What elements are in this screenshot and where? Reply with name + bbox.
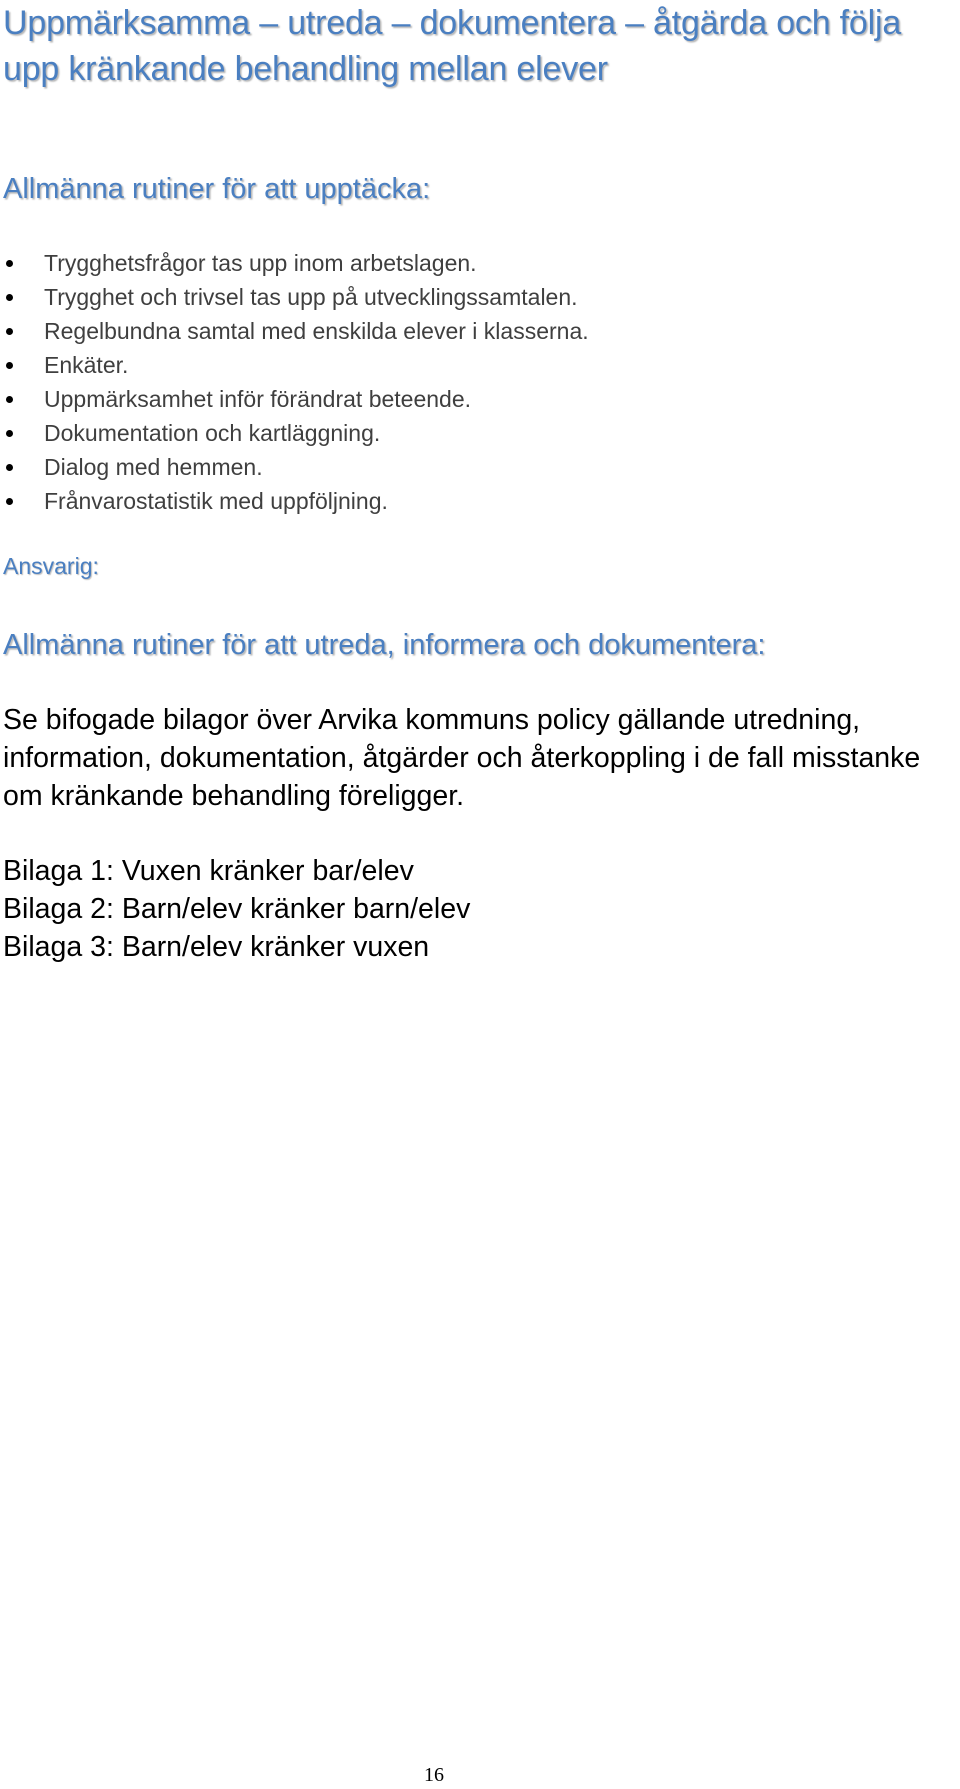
detect-routine-list [0,246,589,518]
bullet-icon [6,328,13,335]
list-item-text: Dokumentation och kartläggning. [44,420,381,446]
list-item-text: Enkäter. [44,352,129,378]
bullet-icon [6,362,13,369]
bullet-icon [6,430,13,437]
bullet-icon [6,498,13,505]
list-item [0,416,589,450]
list-item [0,382,589,416]
page-title: Uppmärksamma – utreda – dokumentera – åtgärda och följa upp kränkande behandling mellan elever [3,4,902,88]
bullet-icon [6,260,13,267]
list-item-text: Dialog med hemmen. [44,454,263,480]
list-item [0,450,589,484]
bullet-icon [6,294,13,301]
appendix-item: Bilaga 3: Barn/elev kränker vuxen [3,931,430,963]
list-item [0,246,589,280]
list-item-text: Regelbundna samtal med enskilda elever i klasserna. [44,318,589,344]
list-item [0,348,589,382]
page-number: 16 [424,1764,444,1786]
policy-paragraph: Se bifogade bilagor över Arvika kommuns policy gällande utredning, information, dokumentation, åtgärder och återkoppling i de fall misstanke om kränkande behandling föreligger. [3,704,921,812]
list-item [0,484,589,518]
list-item-text: Frånvarostatistik med uppföljning. [44,488,388,514]
appendix-item: Bilaga 1: Vuxen kränker bar/elev [3,855,414,887]
list-item-text: Trygghet och trivsel tas upp på utvecklingssamtalen. [44,284,578,310]
bullet-icon [6,396,13,403]
list-item [0,314,589,348]
responsible-label: Ansvarig: [3,553,99,579]
appendix-item: Bilaga 2: Barn/elev kränker barn/elev [3,893,471,925]
section-heading-detect: Allmänna rutiner för att upptäcka: [3,173,431,205]
section-heading-investigate: Allmänna rutiner för att utreda, informera och dokumentera: [3,629,766,661]
list-item [0,280,589,314]
list-item-text: Uppmärksamhet inför förändrat beteende. [44,386,472,412]
appendix-list [3,852,470,966]
bullet-icon [6,464,13,471]
list-item-text: Trygghetsfrågor tas upp inom arbetslagen. [44,250,477,276]
